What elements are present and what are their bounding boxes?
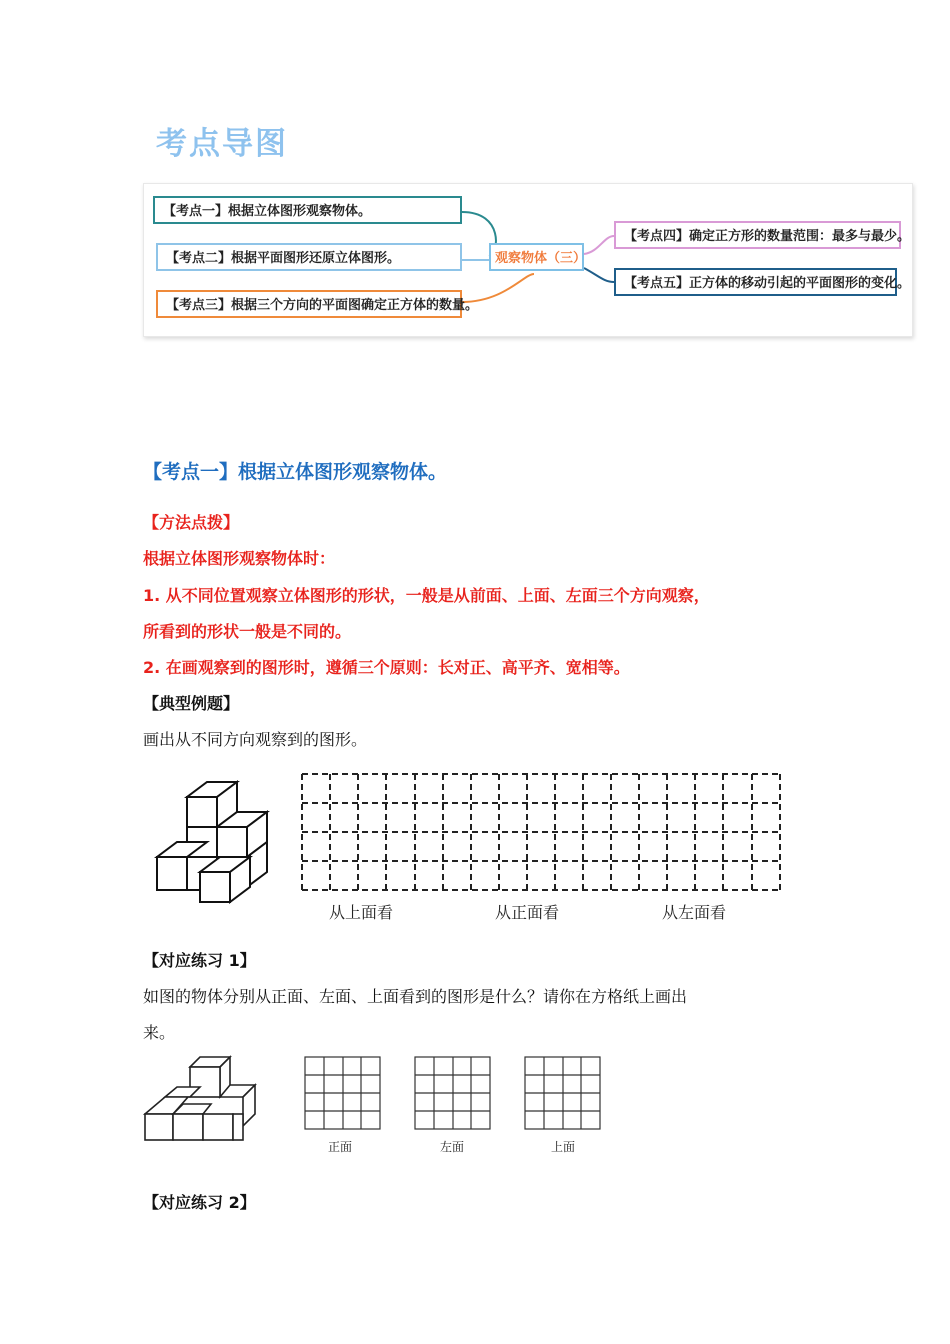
example-cube-figure (150, 780, 275, 910)
caption-front: 正面 (328, 1140, 353, 1154)
caption-top-view: 从上面看 (329, 903, 394, 922)
mindmap-node-4: 【考点四】确定正方形的数量范围：最多与最少。 (614, 221, 901, 249)
page-title: 考点导图 (156, 126, 288, 162)
method-point-1: 1. 从不同位置观察立体图形的形状，一般是从前面、上面、左面三个方向观察， (143, 586, 710, 605)
caption-left: 左面 (440, 1140, 465, 1154)
caption-top: 上面 (551, 1140, 576, 1154)
practice-cube-figure (143, 1052, 268, 1144)
method-point-2: 2. 在画观察到的图形时，遵循三个原则：长对正、高平齐、宽相等。 (143, 658, 630, 677)
mindmap-center: 观察物体（三） (489, 243, 584, 271)
practice-1-text: 如图的物体分别从正面、左面、上面看到的图形是什么？请你在方格纸上画出 (143, 987, 688, 1006)
caption-left-view: 从左面看 (662, 903, 727, 922)
top-view-grid (523, 1055, 603, 1133)
dashed-grid-answer-area (300, 772, 785, 894)
mindmap-node-5: 【考点五】正方体的移动引起的平面图形的变化。 (614, 268, 897, 296)
method-intro: 根据立体图形观察物体时： (143, 549, 336, 568)
example-label: 【典型例题】 (143, 694, 240, 713)
mindmap-node-2: 【考点二】根据平面图形还原立体图形。 (156, 243, 462, 271)
mindmap-node-1: 【考点一】根据立体图形观察物体。 (153, 196, 462, 224)
caption-front-view: 从正面看 (495, 903, 560, 922)
mindmap-node-3: 【考点三】根据三个方向的平面图确定正方体的数量。 (156, 290, 462, 318)
section-heading: 【考点一】根据立体图形观察物体。 (143, 461, 448, 483)
practice-1-label: 【对应练习 1】 (143, 951, 256, 970)
example-text: 画出从不同方向观察到的图形。 (143, 730, 368, 749)
practice-1-text-cont: 来。 (143, 1023, 176, 1042)
left-view-grid (413, 1055, 493, 1133)
front-view-grid (303, 1055, 383, 1133)
mind-map (143, 183, 913, 337)
method-label: 【方法点拨】 (143, 513, 240, 532)
practice-2-label: 【对应练习 2】 (143, 1193, 256, 1212)
method-point-1-cont: 所看到的形状一般是不同的。 (143, 622, 352, 641)
